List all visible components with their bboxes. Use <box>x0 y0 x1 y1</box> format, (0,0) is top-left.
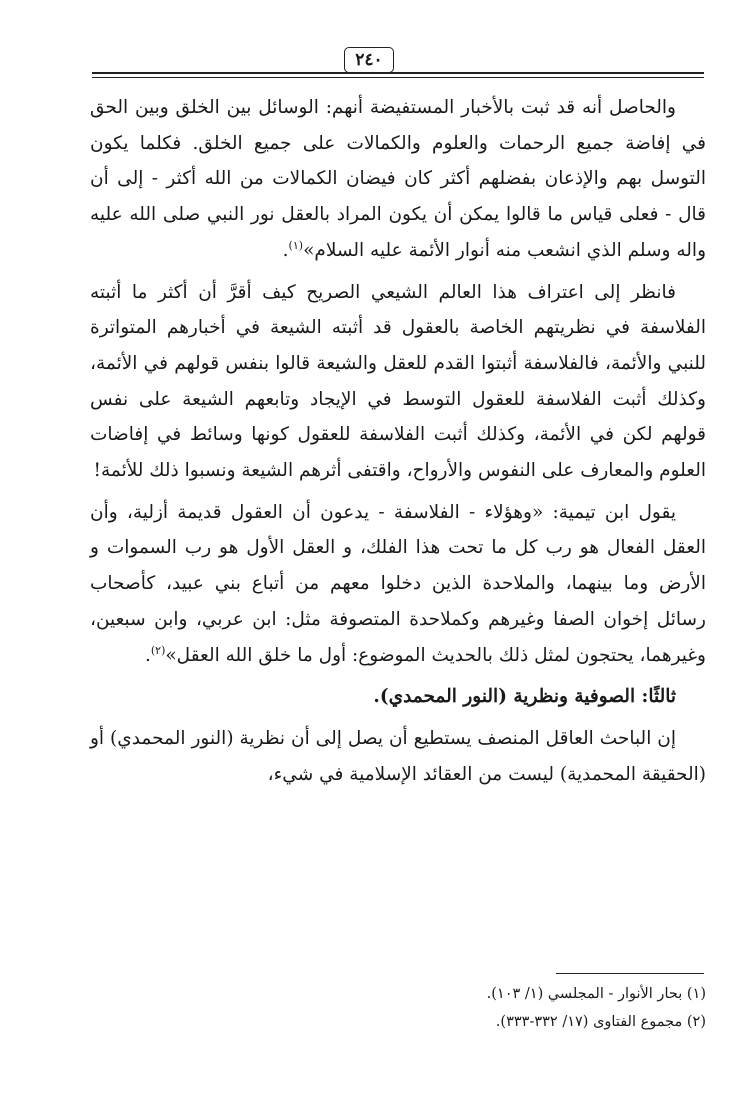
footnote-ref-1: (١) <box>288 238 304 252</box>
paragraph-4: إن الباحث العاقل المنصف يستطيع أن يصل إلى أن نظرية (النور المحمدي) أو (الحقيقة المحمدية) ليست من العقائد الإسلامية في شيء، <box>90 727 706 785</box>
header-rule-thin <box>92 77 704 78</box>
page-number: ٢٤٠ <box>344 47 394 73</box>
footnote-1: (١) بحار الأنوار - المجلسي (١/ ١٠٣). <box>486 986 706 1002</box>
paragraph-1: والحاصل أنه قد ثبت بالأخبار المستفيضة أنهم: الوسائل بين الخلق وبين الحق في إفاضة جميع الرحمات والعلوم والكمالات على جميع الخلق. فكلما يكون التوسل بهم والإذعان بفضلهم أكثر كان فيضان الكمالات من الله أكثر - إلى أن قال - فعلى قياس ما قالوا يمكن أن يكون المراد بالعقل نور النبي صلى الله عليه واله وسلم الذي انشعب منه أنوار الأئمة عليه السلام»$^{(١)}$. <box>90 97 706 261</box>
footnote-ref-2: (٢) <box>150 643 166 657</box>
footnotes <box>90 980 706 1036</box>
section-heading: ثالثًا: الصوفية ونظرية (النور المحمدي). <box>373 686 676 708</box>
page-body <box>90 90 706 798</box>
footnote-2: (٢) مجموع الفتاوى (١٧/ ٣٣٢-٣٣٣). <box>495 1014 706 1030</box>
footnote-separator <box>556 973 704 974</box>
paragraph-3: يقول ابن تيمية: «وهؤلاء - الفلاسفة - يدعون أن العقول قديمة أزلية، وأن العقل الفعال هو رب كل ما تحت هذا الفلك، و العقل الأول هو رب السموات و الأرض وما بينهما، والملاحدة الذين دخلوا معهم من أتباع بني عبيد، كأصحاب رسائل إخوان الصفا وغيرهم وكملاحدة المتصوفة مثل: ابن عربي، وابن سبعين، وغيرهما، يحتجون لمثل ذلك بالحديث الموضوع: أول ما خلق الله العقل»$^{(٢)}$. <box>90 501 706 666</box>
paragraph-2: فانظر إلى اعتراف هذا العالم الشيعي الصريح كيف أقرَّ أن أكثر ما أثبته الفلاسفة في نظريتهم الخاصة بالعقول قد أثبته الشيعة في أخبارهم المتواترة للنبي والأئمة، فالفلاسفة أثبتوا القدم للعقل والشيعة قالوا بنفس قولهم في الأئمة، وكذلك أثبت الفلاسفة للعقول التوسط في الإيجاد وتابعهم الشيعة على نفس قولهم لكن في الأئمة، وكذلك أثبت الفلاسفة للعقول كونها وسائط في إفاضات العلوم والمعارف على النفوس والأرواح، واقتفى أثرهم الشيعة ونسبوا ذلك للأئمة! <box>90 281 706 482</box>
header-rule <box>92 72 704 74</box>
